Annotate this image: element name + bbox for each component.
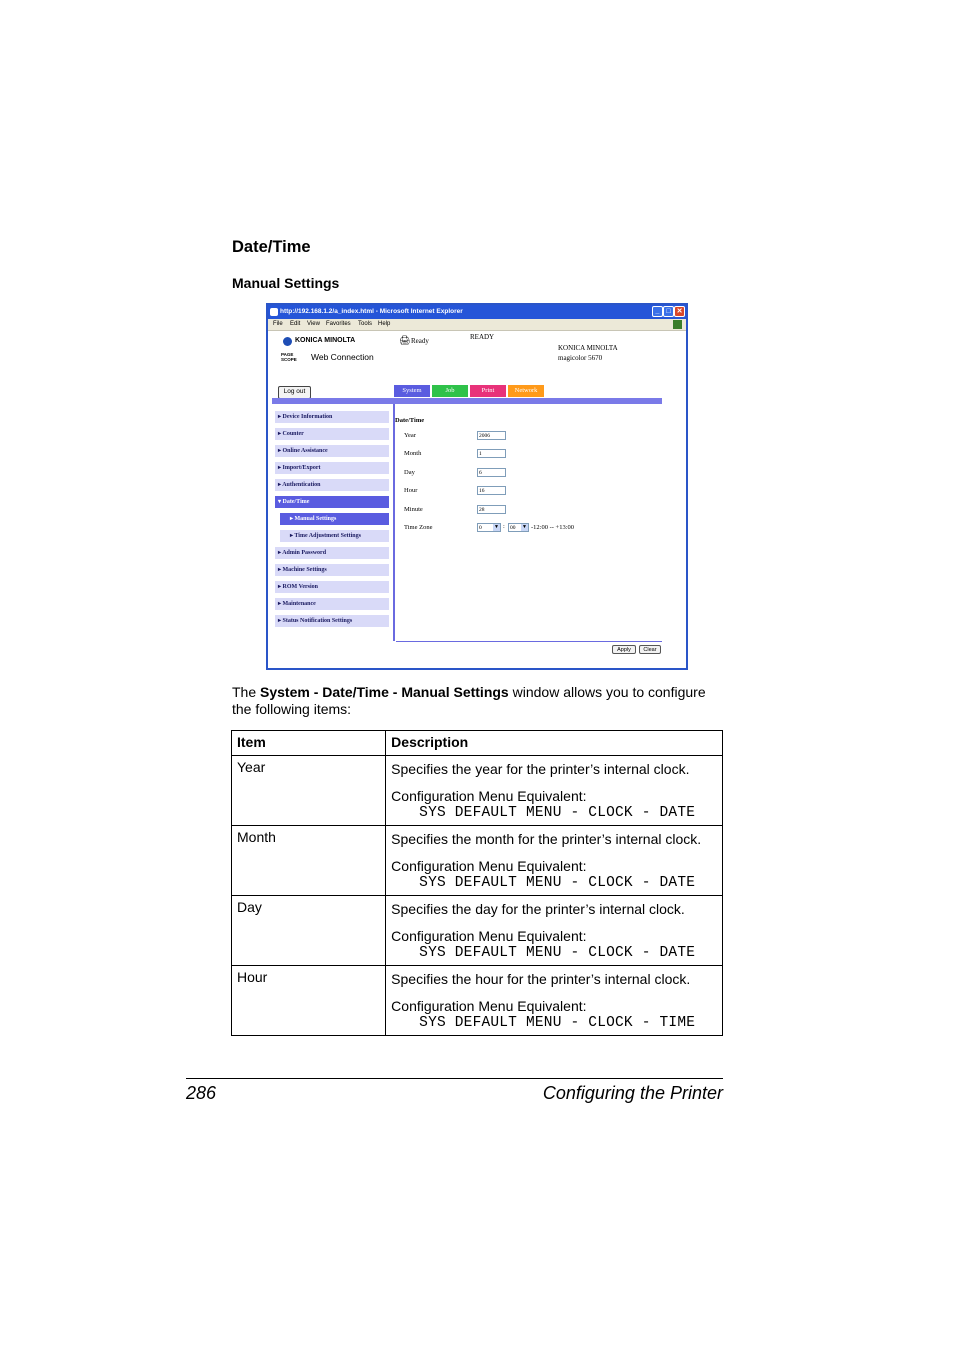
minute-label: Minute [404,506,423,513]
minute-input[interactable]: 28 [477,505,506,514]
nav-authentication[interactable]: ▸ Authentication [275,479,389,491]
footer-rule [186,1078,723,1079]
minimize-icon[interactable]: _ [652,306,663,317]
column-header-item: Item [232,731,386,756]
description-cell [386,756,723,826]
hour-input[interactable]: 16 [477,486,506,495]
menu-view[interactable]: View [307,321,320,327]
browser-screenshot [266,303,688,670]
nav-machine-settings[interactable]: ▸ Machine Settings [275,564,389,576]
description-text: Specifies the month for the printer’s internal clock. [391,831,702,847]
config-menu-path: SYS DEFAULT MENU - CLOCK - DATE [419,805,696,821]
timezone-minutes-select[interactable]: 00 ▼ [508,523,529,532]
item-cell: Month [232,826,386,896]
description-cell [386,966,723,1036]
config-label: Configuration Menu Equivalent: [391,928,587,944]
maximize-icon[interactable]: □ [663,306,674,317]
hour-label: Hour [404,487,418,494]
nav-admin-password[interactable]: ▸ Admin Password [275,547,389,559]
status-text: READY [470,333,495,341]
item-cell: Day [232,896,386,966]
tab-job[interactable]: Job [432,385,468,397]
windows-logo-icon [673,320,682,329]
ie-icon [270,308,278,316]
close-icon[interactable]: ✕ [674,306,685,317]
nav-status-notification-settings[interactable]: ▸ Status Notification Settings [275,615,389,627]
nav-import-export[interactable]: ▸ Import/Export [275,462,389,474]
column-header-description: Description [386,731,723,756]
description-cell [386,896,723,966]
config-label: Configuration Menu Equivalent: [391,998,587,1014]
item-cell: Hour [232,966,386,1036]
month-label: Month [404,450,422,457]
timezone-hours-select[interactable]: 0 ▼ [477,523,501,532]
nav-maintenance[interactable]: ▸ Maintenance [275,598,389,610]
config-label: Configuration Menu Equivalent: [391,858,587,874]
brand-logo-text: KONICA MINOLTA [295,337,356,344]
nav-counter[interactable]: ▸ Counter [275,428,389,440]
menu-file[interactable]: File [273,321,283,327]
form-title: Date/Time [395,417,425,424]
timezone-label: Time Zone [404,524,433,531]
nav-device-information[interactable]: ▸ Device Information [275,411,389,423]
description-cell [386,826,723,896]
menu-help[interactable]: Help [378,321,391,327]
browser-title: http://192.168.1.2/a_index.html - Microsoft Internet Explorer [280,307,463,315]
nav-date-time[interactable]: ▾ Date/Time [275,496,389,508]
printer-status-icon: 🖨 [399,335,411,345]
table-row [232,966,723,1036]
chevron-down-icon: ▼ [494,525,499,530]
status-icon-label: Ready [411,337,429,345]
apply-button[interactable]: Apply [612,645,636,654]
items-table [231,730,723,1036]
table-row [232,896,723,966]
year-label: Year [404,432,416,439]
nav-time-adjustment-settings[interactable]: ▸ Time Adjustment Settings [280,530,389,542]
intro-paragraph: The System - Date/Time - Manual Settings window allows you to configure the following items: [232,684,706,717]
form-divider [396,641,662,642]
footer-title: Configuring the Printer [542,1083,723,1103]
timezone-colon: : [503,523,505,530]
tab-print[interactable]: Print [470,385,506,397]
timezone-range: -12:00 -- +13:00 [531,524,575,531]
description-text: Specifies the hour for the printer’s internal clock. [391,971,691,987]
sub-title: Manual Settings [232,275,340,291]
table-row [232,826,723,896]
table-header [232,731,723,756]
item-cell: Year [232,756,386,826]
page-number: 286 [186,1083,217,1103]
day-label: Day [404,469,415,476]
logout-button[interactable]: Log out [278,386,311,399]
menu-edit[interactable]: Edit [290,321,301,327]
web-connection-label: Web Connection [311,352,374,362]
clear-button[interactable]: Clear [639,645,661,654]
menu-favorites[interactable]: Favorites [326,321,351,327]
section-title: Date/Time [232,238,311,256]
year-input[interactable]: 2006 [477,431,506,440]
config-label: Configuration Menu Equivalent: [391,788,587,804]
config-menu-path: SYS DEFAULT MENU - CLOCK - DATE [419,875,696,891]
config-menu-path: SYS DEFAULT MENU - CLOCK - DATE [419,945,696,961]
month-input[interactable]: 1 [477,449,506,458]
description-text: Specifies the year for the printer’s internal clock. [391,761,690,777]
nav-rom-version[interactable]: ▸ ROM Version [275,581,389,593]
table-row [232,756,723,826]
device-brand: KONICA MINOLTA [558,344,618,352]
pagescope-logo: PAGE SCOPE [281,352,297,362]
nav-online-assistance[interactable]: ▸ Online Assistance [275,445,389,457]
tab-system[interactable]: System [394,385,430,397]
description-text: Specifies the day for the printer’s internal clock. [391,901,685,917]
menu-tools[interactable]: Tools [358,321,373,327]
nav-manual-settings[interactable]: ▸ Manual Settings [280,513,389,525]
sidebar-nav [272,404,395,641]
browser-titlebar [268,305,686,319]
device-model: magicolor 5670 [558,354,603,362]
tab-network[interactable]: Network [508,385,544,397]
config-menu-path: SYS DEFAULT MENU - CLOCK - TIME [419,1015,696,1031]
chevron-down-icon: ▼ [522,525,527,530]
browser-menubar [268,319,686,331]
konica-logo-icon [283,337,292,346]
day-input[interactable]: 6 [477,468,506,477]
